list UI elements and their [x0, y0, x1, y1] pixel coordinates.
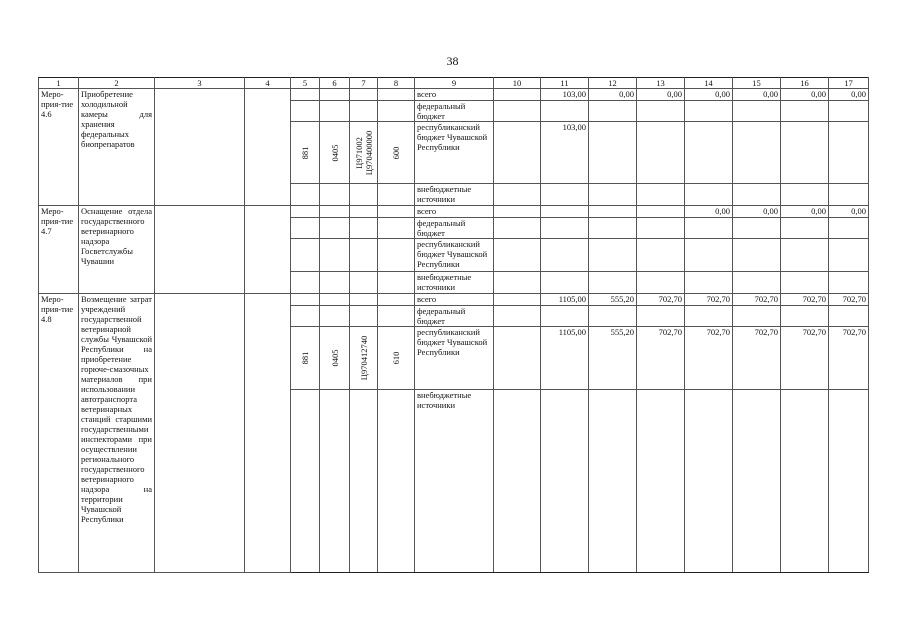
- column-header: 14: [685, 78, 733, 89]
- code-cell: [350, 327, 378, 390]
- empty-cell: [350, 89, 378, 101]
- value-cell: 702,70: [829, 294, 869, 306]
- code-cell: [378, 122, 415, 184]
- value-cell: [637, 206, 685, 218]
- value-cell: 0,00: [685, 206, 733, 218]
- code-cell: [291, 122, 320, 184]
- value-cell: [541, 390, 589, 573]
- value-cell: 0,00: [829, 206, 869, 218]
- value-cell: [494, 239, 541, 272]
- value-cell: [829, 306, 869, 327]
- value-cell: [589, 206, 637, 218]
- value-cell: 0,00: [781, 89, 829, 101]
- value-cell: [685, 306, 733, 327]
- value-cell: [494, 327, 541, 390]
- value-cell: [781, 218, 829, 239]
- column-header: 15: [733, 78, 781, 89]
- code-cell: [320, 122, 350, 184]
- empty-cell: [155, 206, 245, 294]
- value-cell: 103,00: [541, 122, 589, 184]
- value-cell: [781, 184, 829, 206]
- program-table: [38, 77, 869, 573]
- value-cell: 0,00: [781, 206, 829, 218]
- code-line: Ц971002: [353, 136, 364, 169]
- value-cell: [829, 184, 869, 206]
- funding-source: федеральный бюджет: [415, 306, 494, 327]
- empty-cell: [378, 294, 415, 306]
- empty-cell: [320, 101, 350, 122]
- value-cell: [685, 272, 733, 294]
- value-cell: [589, 122, 637, 184]
- empty-cell: [378, 306, 415, 327]
- empty-cell: [378, 206, 415, 218]
- value-cell: [829, 272, 869, 294]
- value-cell: [733, 101, 781, 122]
- value-cell: [829, 218, 869, 239]
- value-cell: 0,00: [589, 89, 637, 101]
- empty-cell: [378, 101, 415, 122]
- empty-cell: [291, 218, 320, 239]
- empty-cell: [320, 239, 350, 272]
- value-cell: 702,70: [781, 327, 829, 390]
- value-cell: [685, 218, 733, 239]
- value-cell: [589, 272, 637, 294]
- empty-cell: [350, 306, 378, 327]
- value-cell: [733, 390, 781, 573]
- code-cell: [291, 327, 320, 390]
- empty-cell: [350, 206, 378, 218]
- empty-cell: [155, 89, 245, 206]
- empty-cell: [155, 294, 245, 573]
- value-cell: [781, 239, 829, 272]
- empty-cell: [350, 294, 378, 306]
- value-cell: [494, 101, 541, 122]
- funding-source: республиканский бюджет Чувашской Республики: [415, 122, 494, 184]
- event-label: Меро-прия-тие 4.8: [39, 294, 79, 573]
- value-cell: [589, 184, 637, 206]
- column-header: 2: [79, 78, 155, 89]
- value-cell: [541, 239, 589, 272]
- empty-cell: [291, 206, 320, 218]
- value-cell: [829, 390, 869, 573]
- column-header: 10: [494, 78, 541, 89]
- value-cell: [733, 184, 781, 206]
- empty-cell: [350, 218, 378, 239]
- funding-source: всего: [415, 294, 494, 306]
- value-cell: [733, 272, 781, 294]
- empty-cell: [378, 89, 415, 101]
- value-cell: [781, 306, 829, 327]
- value-cell: [494, 306, 541, 327]
- code-text: 881: [300, 146, 310, 159]
- empty-cell: [378, 272, 415, 294]
- code-text: 0405: [329, 144, 340, 161]
- value-cell: 555,20: [589, 294, 637, 306]
- value-cell: 702,70: [685, 294, 733, 306]
- table-row: [39, 206, 869, 218]
- value-cell: [541, 184, 589, 206]
- funding-source: всего: [415, 89, 494, 101]
- value-cell: [589, 306, 637, 327]
- column-header: 1: [39, 78, 79, 89]
- value-cell: [494, 390, 541, 573]
- value-cell: [541, 218, 589, 239]
- value-cell: 0,00: [829, 89, 869, 101]
- value-cell: 702,70: [637, 294, 685, 306]
- column-header: 16: [781, 78, 829, 89]
- empty-cell: [350, 272, 378, 294]
- value-cell: [829, 239, 869, 272]
- value-cell: [637, 239, 685, 272]
- column-header: 6: [320, 78, 350, 89]
- empty-cell: [378, 184, 415, 206]
- value-cell: 1105,00: [541, 294, 589, 306]
- column-header: 7: [350, 78, 378, 89]
- value-cell: [685, 122, 733, 184]
- code-text: 600: [391, 146, 401, 159]
- event-name: Возмещение затрат учреждений государственной ветеринарной службы Чувашской Республики на приобретение горюче-смазочных материалов при использовании автотранспорта ветеринарных станций старшими государственными инспекторами при осуществлении регионального государственного ветеринарного надзора на территории Чувашской Республики: [79, 294, 155, 573]
- value-cell: [589, 390, 637, 573]
- empty-cell: [378, 239, 415, 272]
- empty-cell: [320, 184, 350, 206]
- funding-source: внебюджетные источники: [415, 272, 494, 294]
- event-label: Меро-прия-тие 4.7: [39, 206, 79, 294]
- column-number-row: [39, 78, 869, 89]
- empty-cell: [350, 184, 378, 206]
- code-text: Ц970412740: [358, 335, 369, 381]
- value-cell: 0,00: [685, 89, 733, 101]
- value-cell: [494, 206, 541, 218]
- empty-cell: [291, 101, 320, 122]
- value-cell: [589, 101, 637, 122]
- value-cell: [494, 218, 541, 239]
- empty-cell: [320, 218, 350, 239]
- code-line: Ц970400000: [363, 130, 374, 175]
- value-cell: [494, 89, 541, 101]
- value-cell: [685, 101, 733, 122]
- value-cell: [685, 390, 733, 573]
- empty-cell: [245, 89, 291, 206]
- value-cell: [541, 306, 589, 327]
- value-cell: [733, 122, 781, 184]
- value-cell: 702,70: [685, 327, 733, 390]
- empty-cell: [350, 239, 378, 272]
- value-cell: [685, 239, 733, 272]
- value-cell: 702,70: [637, 327, 685, 390]
- value-cell: [541, 206, 589, 218]
- table-row: [39, 294, 869, 306]
- page-number: 38: [446, 54, 459, 68]
- column-header: 12: [589, 78, 637, 89]
- empty-cell: [320, 206, 350, 218]
- code-text: [354, 130, 374, 174]
- column-header: 9: [415, 78, 494, 89]
- column-header: 13: [637, 78, 685, 89]
- empty-cell: [320, 294, 350, 306]
- value-cell: 103,00: [541, 89, 589, 101]
- value-cell: 0,00: [637, 89, 685, 101]
- column-header: 5: [291, 78, 320, 89]
- value-cell: [541, 101, 589, 122]
- empty-cell: [291, 272, 320, 294]
- code-text: 881: [300, 351, 310, 365]
- value-cell: [829, 122, 869, 184]
- value-cell: 0,00: [733, 206, 781, 218]
- value-cell: [781, 272, 829, 294]
- empty-cell: [291, 294, 320, 306]
- empty-cell: [350, 101, 378, 122]
- value-cell: [589, 239, 637, 272]
- empty-cell: [320, 272, 350, 294]
- value-cell: 555,20: [589, 327, 637, 390]
- value-cell: [733, 239, 781, 272]
- column-header: 4: [245, 78, 291, 89]
- table-row: [39, 89, 869, 101]
- value-cell: [637, 390, 685, 573]
- value-cell: 702,70: [781, 294, 829, 306]
- column-header: 11: [541, 78, 589, 89]
- value-cell: 1105,00: [541, 327, 589, 390]
- code-text: 610: [391, 351, 401, 365]
- column-header: 8: [378, 78, 415, 89]
- empty-cell: [320, 89, 350, 101]
- value-cell: [733, 218, 781, 239]
- code-cell: [350, 122, 378, 184]
- empty-cell: [320, 306, 350, 327]
- value-cell: 0,00: [733, 89, 781, 101]
- funding-source: федеральный бюджет: [415, 218, 494, 239]
- empty-cell: [291, 390, 320, 573]
- value-cell: 702,70: [733, 294, 781, 306]
- empty-cell: [378, 218, 415, 239]
- value-cell: [494, 294, 541, 306]
- value-cell: [637, 218, 685, 239]
- funding-source: республиканский бюджет Чувашской Республики: [415, 239, 494, 272]
- event-name: Приобретение холодильной камеры для хранения федеральных биопрепаратов: [79, 89, 155, 206]
- empty-cell: [291, 306, 320, 327]
- value-cell: [637, 306, 685, 327]
- event-label: Меро-прия-тие 4.6: [39, 89, 79, 206]
- column-header: 3: [155, 78, 245, 89]
- column-header: 17: [829, 78, 869, 89]
- value-cell: [781, 122, 829, 184]
- empty-cell: [245, 294, 291, 573]
- value-cell: 702,70: [829, 327, 869, 390]
- funding-source: внебюджетные источники: [415, 184, 494, 206]
- value-cell: [637, 184, 685, 206]
- code-cell: [378, 327, 415, 390]
- value-cell: [494, 122, 541, 184]
- value-cell: [494, 272, 541, 294]
- code-cell: [320, 327, 350, 390]
- empty-cell: [291, 89, 320, 101]
- empty-cell: [320, 390, 350, 573]
- value-cell: [637, 272, 685, 294]
- value-cell: [829, 101, 869, 122]
- empty-cell: [291, 239, 320, 272]
- value-cell: 702,70: [733, 327, 781, 390]
- value-cell: [541, 272, 589, 294]
- empty-cell: [291, 184, 320, 206]
- empty-cell: [378, 390, 415, 573]
- value-cell: [733, 306, 781, 327]
- funding-source: внебюджетные источники: [415, 390, 494, 573]
- funding-source: всего: [415, 206, 494, 218]
- code-text: 0405: [329, 349, 340, 367]
- value-cell: [781, 390, 829, 573]
- value-cell: [637, 101, 685, 122]
- funding-source: республиканский бюджет Чувашской Республики: [415, 327, 494, 390]
- value-cell: [637, 122, 685, 184]
- value-cell: [589, 218, 637, 239]
- value-cell: [685, 184, 733, 206]
- event-name: Оснащение отдела государственного ветеринарного надзора Госветслужбы Чувашии: [79, 206, 155, 294]
- value-cell: [781, 101, 829, 122]
- funding-source: федеральный бюджет: [415, 101, 494, 122]
- value-cell: [494, 184, 541, 206]
- empty-cell: [245, 206, 291, 294]
- empty-cell: [350, 390, 378, 573]
